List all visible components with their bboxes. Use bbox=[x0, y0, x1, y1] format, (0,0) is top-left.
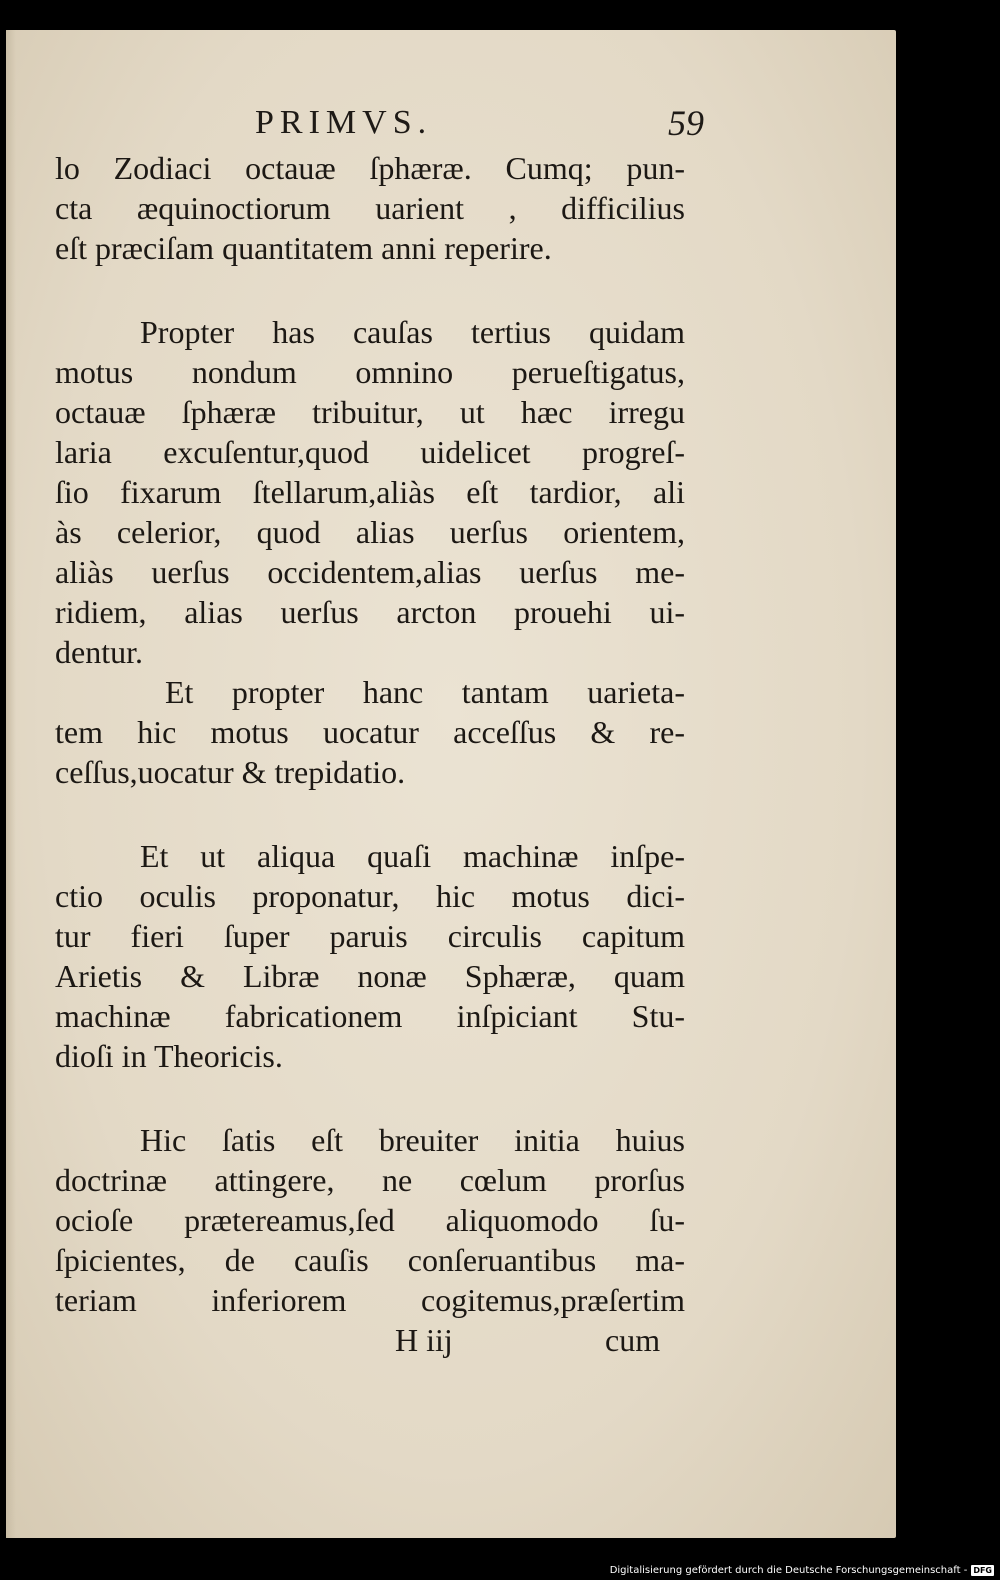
text-block bbox=[55, 148, 685, 1360]
text-line: lo Zodiaci octauæ ſphæræ. Cumq; pun- bbox=[55, 150, 685, 186]
text-line: Propter has cauſas tertius quidam bbox=[140, 314, 685, 350]
text-line: ceſſus,uocatur & trepidatio. bbox=[55, 754, 406, 790]
text-line: ſio fixarum ſtellarum,aliàs eſt tardior, ali bbox=[55, 474, 685, 510]
text-line: Arietis & Libræ nonæ Sphæræ, quam bbox=[55, 958, 685, 994]
text-line: dentur. bbox=[55, 634, 143, 670]
signature-row bbox=[55, 1320, 685, 1360]
text-line: Hic ſatis eſt breuiter initia huius bbox=[140, 1122, 685, 1158]
text-line: ſpicientes, de cauſis conſeruantibus ma- bbox=[55, 1242, 685, 1278]
text-line: doctrinæ attingere, ne cœlum prorſus bbox=[55, 1162, 685, 1198]
text-line: Et propter hanc tantam uarieta- bbox=[165, 674, 685, 710]
text-line: Et ut aliqua quaſi machinæ inſpe- bbox=[140, 838, 685, 874]
paragraph-5 bbox=[55, 1120, 685, 1320]
text-line: ridiem, alias uerſus arcton prouehi ui- bbox=[55, 594, 685, 630]
text-line: aliàs uerſus occidentem,alias uerſus me- bbox=[55, 554, 685, 590]
text-line: cta æquinoctiorum uarient , difficilius bbox=[55, 190, 685, 226]
text-line: machinæ fabricationem inſpiciant Stu- bbox=[55, 998, 685, 1034]
text-line: ocioſe prætereamus,ſed aliquomodo ſu- bbox=[55, 1202, 685, 1238]
text-line: laria excuſentur,quod uidelicet progreſ- bbox=[55, 434, 685, 470]
catchword: cum bbox=[605, 1322, 661, 1358]
paragraph-1 bbox=[55, 148, 685, 268]
text-line: eſt præciſam quantitatem anni reperire. bbox=[55, 230, 552, 266]
paragraph-4 bbox=[55, 836, 685, 1076]
paragraph-3 bbox=[55, 672, 685, 792]
signature-mark: H iij bbox=[395, 1322, 453, 1358]
text-line: motus nondum omnino perueſtigatus, bbox=[55, 354, 685, 390]
paragraph-gap bbox=[55, 792, 685, 836]
text-line: teriam inferiorem cogitemus,præſertim bbox=[55, 1282, 685, 1318]
text-line: dioſi in Theoricis. bbox=[55, 1038, 283, 1074]
text-line: tem hic motus uocatur acceſſus & re- bbox=[55, 714, 685, 750]
running-head: PRIMVS. bbox=[255, 104, 433, 141]
text-line: ctio oculis proponatur, hic motus dici- bbox=[55, 878, 685, 914]
page-number: 59 bbox=[668, 103, 704, 143]
text-line: octauæ ſphæræ tribuitur, ut hæc irregu bbox=[55, 394, 685, 430]
digitization-credit bbox=[610, 1565, 994, 1576]
paragraph-2 bbox=[55, 312, 685, 672]
dfg-logo: DFG bbox=[973, 1566, 992, 1575]
text-line: às celerior, quod alias uerſus orientem, bbox=[55, 514, 685, 550]
credit-text: Digitalisierung gefördert durch die Deutsche Forschungsgemeinschaft - bbox=[609, 1565, 968, 1576]
paragraph-gap bbox=[55, 268, 685, 312]
text-line: tur fieri ſuper paruis circulis capitum bbox=[55, 918, 685, 954]
page-gutter-shadow bbox=[6, 30, 16, 1538]
paragraph-gap bbox=[55, 1076, 685, 1120]
